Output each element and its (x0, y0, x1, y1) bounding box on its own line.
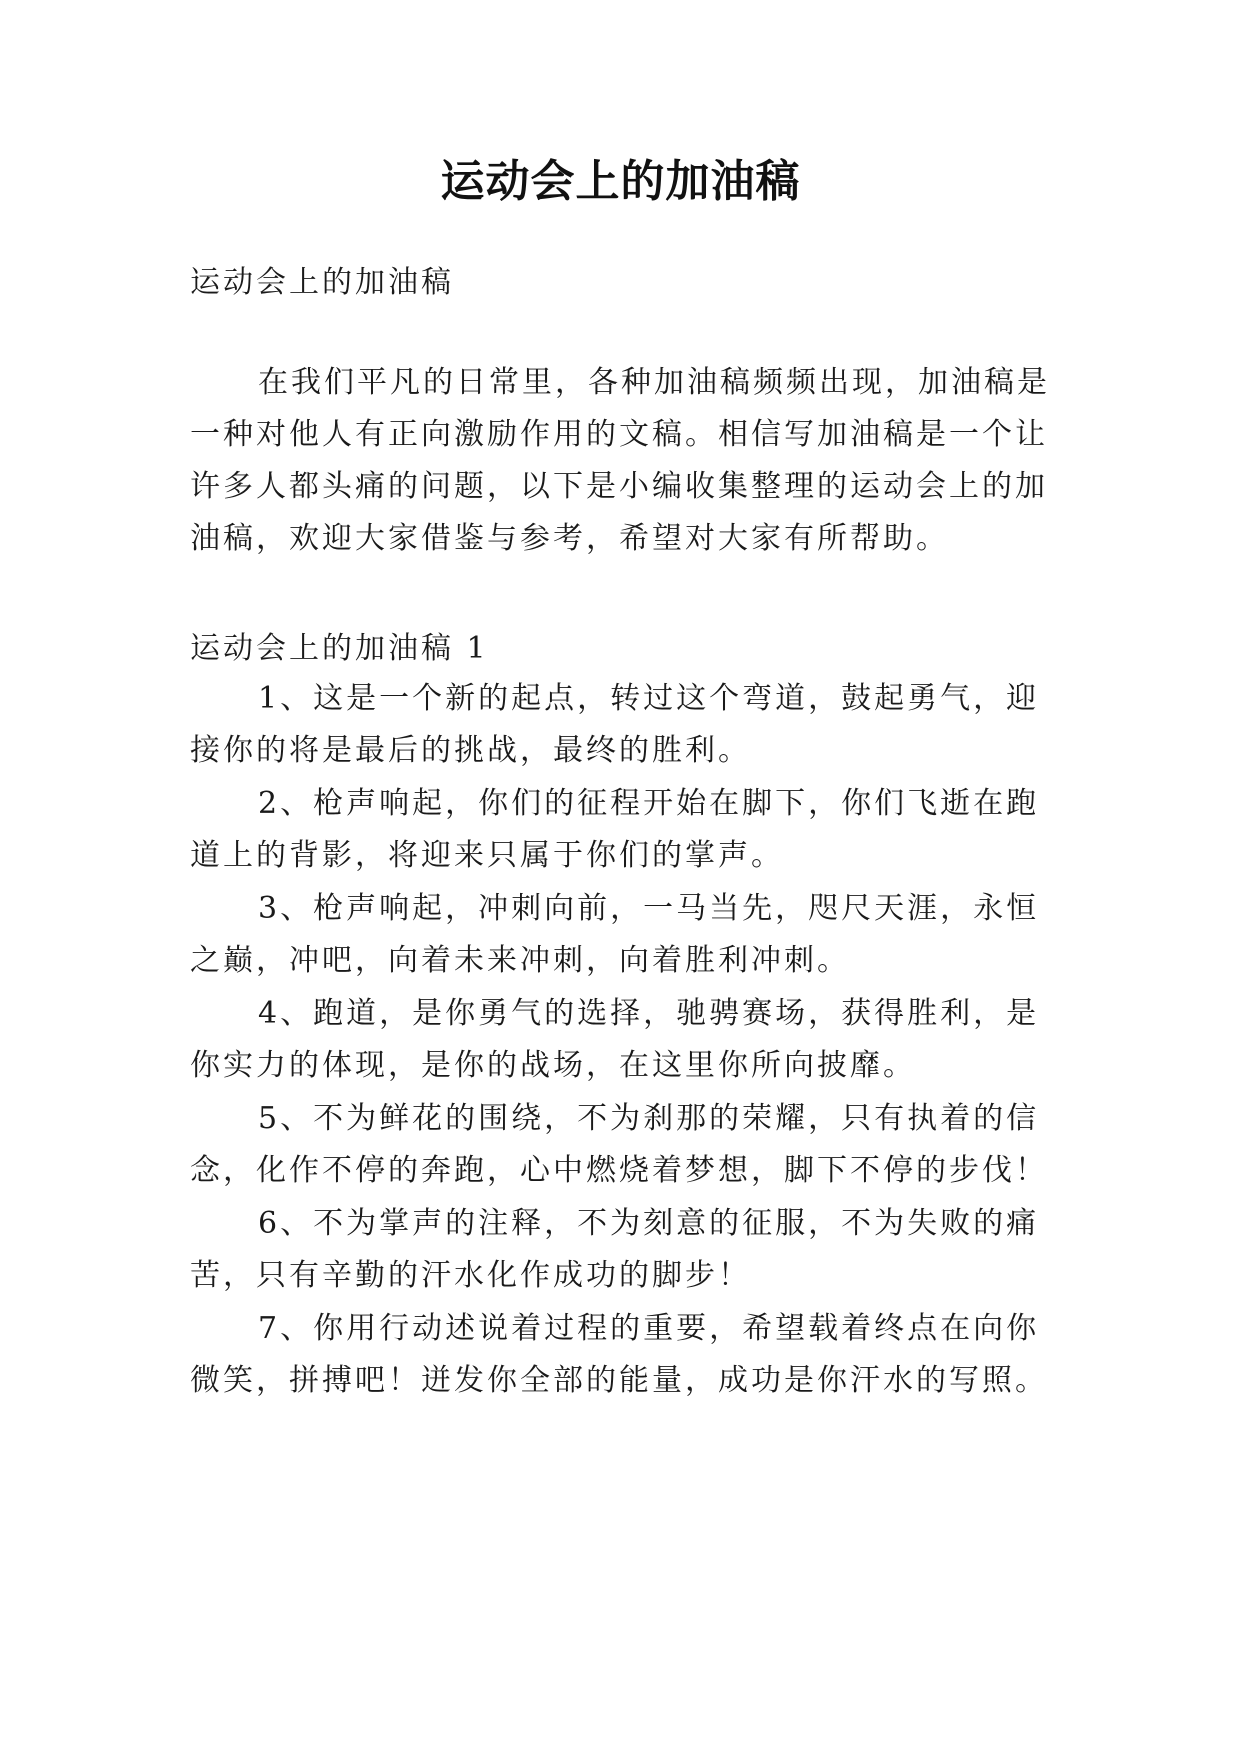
list-item: 2、枪声响起，你们的征程开始在脚下，你们飞逝在跑 道上的背影，将迎来只属于你们的掌声。 (190, 786, 1040, 873)
list-item: 3、枪声响起，冲刺向前，一马当先，咫尺天涯，永恒 之巅，冲吧，向着未来冲刺，向着胜利冲刺。 (190, 891, 1040, 978)
list-item: 6、不为掌声的注释，不为刻意的征服，不为失败的痛 苦，只有辛勤的汗水化作成功的脚步！ (190, 1206, 1040, 1293)
intro-line: 油稿，欢迎大家借鉴与参考，希望对大家有所帮助。 (190, 521, 949, 556)
intro-paragraph (190, 363, 1060, 559)
intro-line: 一种对他人有正向激励作用的文稿。相信写加油稿是一个让 (190, 417, 1048, 452)
list-item: 7、你用行动述说着过程的重要，希望载着终点在向你 微笑，拼搏吧！迸发你全部的能量，成功是你汗水的写照。 (190, 1311, 1048, 1398)
list-item: 5、不为鲜花的围绕，不为刹那的荣耀，只有执着的信 念，化作不停的奔跑，心中燃烧着梦想，脚下不停的步伐！ (190, 1101, 1048, 1188)
section-heading: 运动会上的加油稿 1 (190, 631, 489, 666)
document-subtitle: 运动会上的加油稿 (190, 265, 454, 300)
list-item: 4、跑道，是你勇气的选择，驰骋赛场，获得胜利，是 你实力的体现，是你的战场，在这里你所向披靡。 (190, 996, 1040, 1083)
list-item: 1、这是一个新的起点，转过这个弯道，鼓起勇气，迎 接你的将是最后的挑战，最终的胜利。 (190, 681, 1040, 768)
intro-line: 在我们平凡的日常里，各种加油稿频频出现，加油稿是 (258, 365, 1050, 400)
intro-line: 许多人都头痛的问题，以下是小编收集整理的运动会上的加 (190, 469, 1048, 504)
document-title: 运动会上的加油稿 (440, 156, 801, 207)
